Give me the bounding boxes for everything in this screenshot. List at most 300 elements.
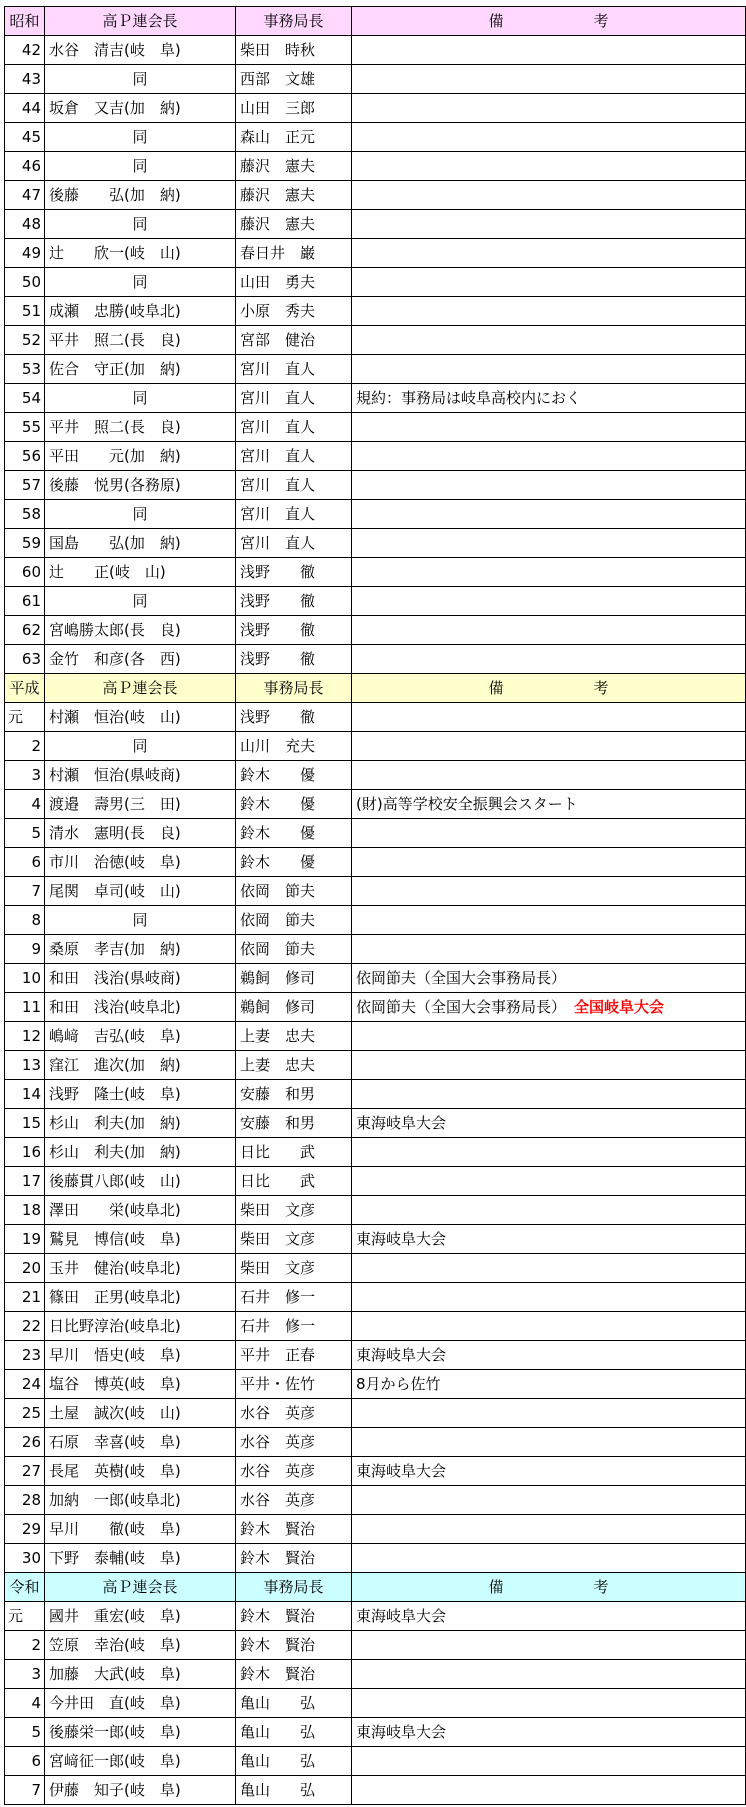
president-cell: 杉山 利夫(加 納) bbox=[45, 1109, 236, 1138]
table-row bbox=[5, 471, 746, 500]
secretary-cell: 鈴木 優 bbox=[236, 761, 352, 790]
note-cell bbox=[352, 906, 746, 935]
secretary-cell: 鈴木 優 bbox=[236, 848, 352, 877]
table-row bbox=[5, 964, 746, 993]
year-cell: 52 bbox=[5, 326, 45, 355]
president-cell: 和田 浅治(岐阜北) bbox=[45, 993, 236, 1022]
year-cell: 15 bbox=[5, 1109, 45, 1138]
year-cell: 12 bbox=[5, 1022, 45, 1051]
year-cell: 45 bbox=[5, 123, 45, 152]
year-cell: 62 bbox=[5, 616, 45, 645]
secretary-cell: 亀山 弘 bbox=[236, 1776, 352, 1805]
secretary-cell: 石井 修一 bbox=[236, 1283, 352, 1312]
note-cell bbox=[352, 645, 746, 674]
president-cell: 村瀬 恒治(県岐商) bbox=[45, 761, 236, 790]
secretary-cell: 上妻 忠夫 bbox=[236, 1051, 352, 1080]
secretary-cell: 依岡 節夫 bbox=[236, 935, 352, 964]
year-cell: 25 bbox=[5, 1399, 45, 1428]
table-row bbox=[5, 993, 746, 1022]
table-row bbox=[5, 732, 746, 761]
table-row bbox=[5, 1167, 746, 1196]
year-cell: 8 bbox=[5, 906, 45, 935]
table-row bbox=[5, 1544, 746, 1573]
year-cell: 27 bbox=[5, 1457, 45, 1486]
year-cell: 17 bbox=[5, 1167, 45, 1196]
note-cell bbox=[352, 1080, 746, 1109]
note-cell bbox=[352, 65, 746, 94]
secretary-header: 事務局長 bbox=[236, 7, 352, 36]
year-cell: 55 bbox=[5, 413, 45, 442]
note-cell bbox=[352, 1341, 746, 1370]
secretary-cell: 水谷 英彦 bbox=[236, 1457, 352, 1486]
table-row bbox=[5, 761, 746, 790]
president-cell: 嶋﨑 吉弘(岐 阜) bbox=[45, 1022, 236, 1051]
note-cell bbox=[352, 1544, 746, 1573]
president-cell: 同 bbox=[45, 384, 236, 413]
president-cell: 宮﨑征一郎(岐 阜) bbox=[45, 1747, 236, 1776]
year-cell: 56 bbox=[5, 442, 45, 471]
president-header: 高Ｐ連会長 bbox=[45, 1573, 236, 1602]
note-cell bbox=[352, 1689, 746, 1718]
president-cell: 水谷 清吉(岐 阜) bbox=[45, 36, 236, 65]
president-cell: 伊藤 知子(岐 阜) bbox=[45, 1776, 236, 1805]
year-cell: 10 bbox=[5, 964, 45, 993]
note-text: 依岡節夫（全国大会事務局長） bbox=[356, 998, 567, 1016]
note-highlight: 全国岐阜大会 bbox=[574, 998, 665, 1016]
secretary-cell: 山川 充夫 bbox=[236, 732, 352, 761]
table-row bbox=[5, 413, 746, 442]
table-row bbox=[5, 442, 746, 471]
note-cell bbox=[352, 1718, 746, 1747]
president-cell: 国島 弘(加 納) bbox=[45, 529, 236, 558]
secretary-cell: 宮川 直人 bbox=[236, 500, 352, 529]
year-cell: 58 bbox=[5, 500, 45, 529]
year-cell: 18 bbox=[5, 1196, 45, 1225]
table-row bbox=[5, 790, 746, 819]
secretary-cell: 平井・佐竹 bbox=[236, 1370, 352, 1399]
secretary-cell: 鈴木 賢治 bbox=[236, 1515, 352, 1544]
secretary-cell: 宮川 直人 bbox=[236, 355, 352, 384]
table-row bbox=[5, 1196, 746, 1225]
note-cell bbox=[352, 1196, 746, 1225]
president-cell: 篠田 正男(岐阜北) bbox=[45, 1283, 236, 1312]
president-cell: 加納 一郎(岐阜北) bbox=[45, 1486, 236, 1515]
note-cell bbox=[352, 1602, 746, 1631]
secretary-cell: 鈴木 賢治 bbox=[236, 1602, 352, 1631]
note-text: 規約：事務局は岐阜高校内におく bbox=[356, 389, 582, 407]
president-cell: 同 bbox=[45, 123, 236, 152]
note-cell bbox=[352, 935, 746, 964]
year-cell: 49 bbox=[5, 239, 45, 268]
table-row bbox=[5, 1718, 746, 1747]
president-cell: 玉井 健治(岐阜北) bbox=[45, 1254, 236, 1283]
table-row bbox=[5, 1776, 746, 1805]
secretary-cell: 亀山 弘 bbox=[236, 1747, 352, 1776]
note-cell bbox=[352, 1254, 746, 1283]
president-cell: 平井 照二(長 良) bbox=[45, 413, 236, 442]
note-cell bbox=[352, 1167, 746, 1196]
secretary-cell: 安藤 和男 bbox=[236, 1080, 352, 1109]
year-cell: 26 bbox=[5, 1428, 45, 1457]
secretary-cell: 宮川 直人 bbox=[236, 529, 352, 558]
president-cell: 窪江 進次(加 納) bbox=[45, 1051, 236, 1080]
president-cell: 下野 泰輔(岐 阜) bbox=[45, 1544, 236, 1573]
president-cell: 同 bbox=[45, 587, 236, 616]
note-text: 依岡節夫（全国大会事務局長） bbox=[356, 969, 567, 987]
year-cell: 13 bbox=[5, 1051, 45, 1080]
note-cell bbox=[352, 152, 746, 181]
secretary-cell: 浅野 徹 bbox=[236, 703, 352, 732]
note-text: 東海岐阜大会 bbox=[356, 1607, 447, 1625]
secretary-cell: 鈴木 賢治 bbox=[236, 1660, 352, 1689]
secretary-cell: 依岡 節夫 bbox=[236, 877, 352, 906]
year-cell: 3 bbox=[5, 761, 45, 790]
table-row bbox=[5, 500, 746, 529]
note-cell bbox=[352, 1051, 746, 1080]
president-cell: 同 bbox=[45, 500, 236, 529]
secretary-cell: 水谷 英彦 bbox=[236, 1486, 352, 1515]
president-cell: 國井 重宏(岐 阜) bbox=[45, 1602, 236, 1631]
year-cell: 63 bbox=[5, 645, 45, 674]
note-cell bbox=[352, 529, 746, 558]
table-row bbox=[5, 1022, 746, 1051]
secretary-cell: 柴田 時秋 bbox=[236, 36, 352, 65]
era-header: 令和 bbox=[5, 1573, 45, 1602]
president-cell: 平田 元(加 納) bbox=[45, 442, 236, 471]
table-row bbox=[5, 1138, 746, 1167]
secretary-cell: 安藤 和男 bbox=[236, 1109, 352, 1138]
president-cell: 鷲見 博信(岐 阜) bbox=[45, 1225, 236, 1254]
year-cell: 5 bbox=[5, 819, 45, 848]
secretary-cell: 春日井 巌 bbox=[236, 239, 352, 268]
secretary-cell: 藤沢 憲夫 bbox=[236, 181, 352, 210]
secretary-header: 事務局長 bbox=[236, 1573, 352, 1602]
note-cell bbox=[352, 1138, 746, 1167]
note-text: 東海岐阜大会 bbox=[356, 1230, 447, 1248]
secretary-cell: 平井 正春 bbox=[236, 1341, 352, 1370]
secretary-cell: 宮部 健治 bbox=[236, 326, 352, 355]
secretary-cell: 森山 正元 bbox=[236, 123, 352, 152]
table-row bbox=[5, 181, 746, 210]
table-row bbox=[5, 326, 746, 355]
note-text: (財)高等学校安全振興会スタート bbox=[356, 795, 578, 813]
president-cell: 同 bbox=[45, 268, 236, 297]
note-cell bbox=[352, 964, 746, 993]
note-text: 8月から佐竹 bbox=[356, 1375, 441, 1393]
secretary-cell: 鈴木 優 bbox=[236, 819, 352, 848]
note-cell bbox=[352, 1312, 746, 1341]
year-cell: 7 bbox=[5, 877, 45, 906]
year-cell: 20 bbox=[5, 1254, 45, 1283]
secretary-cell: 日比 武 bbox=[236, 1138, 352, 1167]
year-cell: 16 bbox=[5, 1138, 45, 1167]
note-cell bbox=[352, 210, 746, 239]
note-text: 東海岐阜大会 bbox=[356, 1346, 447, 1364]
president-cell: 後藤 悦男(各務原) bbox=[45, 471, 236, 500]
table-row bbox=[5, 1631, 746, 1660]
secretary-cell: 上妻 忠夫 bbox=[236, 1022, 352, 1051]
year-cell: 46 bbox=[5, 152, 45, 181]
note-text: 東海岐阜大会 bbox=[356, 1114, 447, 1132]
table-row bbox=[5, 1051, 746, 1080]
table-row bbox=[5, 123, 746, 152]
year-cell: 61 bbox=[5, 587, 45, 616]
table-row bbox=[5, 1457, 746, 1486]
president-cell: 澤田 栄(岐阜北) bbox=[45, 1196, 236, 1225]
secretary-cell: 水谷 英彦 bbox=[236, 1399, 352, 1428]
note-cell bbox=[352, 587, 746, 616]
note-cell bbox=[352, 384, 746, 413]
secretary-cell: 依岡 節夫 bbox=[236, 906, 352, 935]
year-cell: 42 bbox=[5, 36, 45, 65]
president-cell: 辻 正(岐 山) bbox=[45, 558, 236, 587]
table-row bbox=[5, 65, 746, 94]
president-cell: 金竹 和彦(各 西) bbox=[45, 645, 236, 674]
note-cell bbox=[352, 1283, 746, 1312]
note-text: 東海岐阜大会 bbox=[356, 1723, 447, 1741]
note-cell bbox=[352, 1515, 746, 1544]
table-row bbox=[5, 848, 746, 877]
year-cell: 48 bbox=[5, 210, 45, 239]
table-row bbox=[5, 616, 746, 645]
note-cell bbox=[352, 1109, 746, 1138]
president-cell: 早川 徹(岐 阜) bbox=[45, 1515, 236, 1544]
table-row bbox=[5, 1747, 746, 1776]
year-cell: 4 bbox=[5, 790, 45, 819]
note-cell bbox=[352, 36, 746, 65]
year-cell: 51 bbox=[5, 297, 45, 326]
note-cell bbox=[352, 181, 746, 210]
table-row bbox=[5, 1283, 746, 1312]
table-row bbox=[5, 529, 746, 558]
president-cell: 加藤 大武(岐 阜) bbox=[45, 1660, 236, 1689]
secretary-header: 事務局長 bbox=[236, 674, 352, 703]
note-cell bbox=[352, 877, 746, 906]
year-cell: 2 bbox=[5, 732, 45, 761]
president-header: 高Ｐ連会長 bbox=[45, 674, 236, 703]
president-cell: 笠原 幸治(岐 阜) bbox=[45, 1631, 236, 1660]
president-cell: 同 bbox=[45, 210, 236, 239]
history-table-body bbox=[5, 7, 746, 1805]
president-header: 高Ｐ連会長 bbox=[45, 7, 236, 36]
year-cell: 28 bbox=[5, 1486, 45, 1515]
table-row bbox=[5, 1399, 746, 1428]
table-row bbox=[5, 1109, 746, 1138]
president-cell: 杉山 利夫(加 納) bbox=[45, 1138, 236, 1167]
table-row bbox=[5, 210, 746, 239]
president-cell: 桑原 孝吉(加 納) bbox=[45, 935, 236, 964]
note-cell bbox=[352, 123, 746, 152]
note-cell bbox=[352, 703, 746, 732]
year-cell: 53 bbox=[5, 355, 45, 384]
president-cell: 石原 幸喜(岐 阜) bbox=[45, 1428, 236, 1457]
secretary-cell: 柴田 文彦 bbox=[236, 1196, 352, 1225]
secretary-cell: 柴田 文彦 bbox=[236, 1254, 352, 1283]
secretary-cell: 浅野 徹 bbox=[236, 558, 352, 587]
president-cell: 今井田 直(岐 阜) bbox=[45, 1689, 236, 1718]
secretary-cell: 亀山 弘 bbox=[236, 1718, 352, 1747]
table-row bbox=[5, 384, 746, 413]
notes-header: 備 考 bbox=[352, 7, 746, 36]
president-cell: 平井 照二(長 良) bbox=[45, 326, 236, 355]
table-row bbox=[5, 1515, 746, 1544]
note-cell bbox=[352, 1370, 746, 1399]
year-cell: 23 bbox=[5, 1341, 45, 1370]
year-cell: 19 bbox=[5, 1225, 45, 1254]
secretary-cell: 鵜飼 修司 bbox=[236, 993, 352, 1022]
president-cell: 坂倉 又吉(加 納) bbox=[45, 94, 236, 123]
table-row bbox=[5, 877, 746, 906]
year-cell: 43 bbox=[5, 65, 45, 94]
president-cell: 渡邉 壽男(三 田) bbox=[45, 790, 236, 819]
header-row-reiwa bbox=[5, 1573, 746, 1602]
president-cell: 成瀬 忠勝(岐阜北) bbox=[45, 297, 236, 326]
note-cell bbox=[352, 471, 746, 500]
note-cell bbox=[352, 442, 746, 471]
year-cell: 22 bbox=[5, 1312, 45, 1341]
president-cell: 塩谷 博英(岐 阜) bbox=[45, 1370, 236, 1399]
president-cell: 同 bbox=[45, 65, 236, 94]
note-cell bbox=[352, 1486, 746, 1515]
year-cell: 6 bbox=[5, 848, 45, 877]
note-text: 東海岐阜大会 bbox=[356, 1462, 447, 1480]
year-cell: 7 bbox=[5, 1776, 45, 1805]
president-cell: 清水 憲明(長 良) bbox=[45, 819, 236, 848]
president-cell: 和田 浅治(県岐商) bbox=[45, 964, 236, 993]
year-cell: 60 bbox=[5, 558, 45, 587]
table-row bbox=[5, 1428, 746, 1457]
header-row-heisei bbox=[5, 674, 746, 703]
note-cell bbox=[352, 94, 746, 123]
note-cell bbox=[352, 790, 746, 819]
secretary-cell: 浅野 徹 bbox=[236, 587, 352, 616]
president-cell: 同 bbox=[45, 906, 236, 935]
note-cell bbox=[352, 993, 746, 1022]
president-cell: 早川 悟史(岐 阜) bbox=[45, 1341, 236, 1370]
secretary-cell: 宮川 直人 bbox=[236, 442, 352, 471]
notes-header: 備 考 bbox=[352, 1573, 746, 1602]
table-row bbox=[5, 587, 746, 616]
note-cell bbox=[352, 732, 746, 761]
year-cell: 14 bbox=[5, 1080, 45, 1109]
table-row bbox=[5, 1312, 746, 1341]
secretary-cell: 山田 三郎 bbox=[236, 94, 352, 123]
note-cell bbox=[352, 239, 746, 268]
year-cell: 9 bbox=[5, 935, 45, 964]
secretary-cell: 日比 武 bbox=[236, 1167, 352, 1196]
note-cell bbox=[352, 1399, 746, 1428]
table-row bbox=[5, 1660, 746, 1689]
year-cell: 6 bbox=[5, 1747, 45, 1776]
note-cell bbox=[352, 297, 746, 326]
secretary-cell: 西部 文雄 bbox=[236, 65, 352, 94]
secretary-cell: 鈴木 賢治 bbox=[236, 1631, 352, 1660]
president-cell: 長尾 英樹(岐 阜) bbox=[45, 1457, 236, 1486]
note-cell bbox=[352, 616, 746, 645]
year-cell: 11 bbox=[5, 993, 45, 1022]
year-cell: 3 bbox=[5, 1660, 45, 1689]
note-cell bbox=[352, 1747, 746, 1776]
secretary-cell: 藤沢 憲夫 bbox=[236, 152, 352, 181]
note-cell bbox=[352, 1631, 746, 1660]
note-cell bbox=[352, 413, 746, 442]
year-cell: 59 bbox=[5, 529, 45, 558]
year-cell: 57 bbox=[5, 471, 45, 500]
year-cell: 30 bbox=[5, 1544, 45, 1573]
secretary-cell: 宮川 直人 bbox=[236, 384, 352, 413]
table-row bbox=[5, 94, 746, 123]
note-cell bbox=[352, 1428, 746, 1457]
secretary-cell: 石井 修一 bbox=[236, 1312, 352, 1341]
president-cell: 日比野淳治(岐阜北) bbox=[45, 1312, 236, 1341]
note-cell bbox=[352, 500, 746, 529]
notes-header: 備 考 bbox=[352, 674, 746, 703]
president-cell: 後藤栄一郎(岐 阜) bbox=[45, 1718, 236, 1747]
secretary-cell: 藤沢 憲夫 bbox=[236, 210, 352, 239]
table-row bbox=[5, 297, 746, 326]
note-cell bbox=[352, 355, 746, 384]
secretary-cell: 亀山 弘 bbox=[236, 1689, 352, 1718]
president-cell: 尾関 卓司(岐 山) bbox=[45, 877, 236, 906]
history-table-container bbox=[4, 6, 746, 1805]
history-table bbox=[4, 6, 746, 1805]
note-cell bbox=[352, 1225, 746, 1254]
note-cell bbox=[352, 1776, 746, 1805]
table-row bbox=[5, 906, 746, 935]
president-cell: 市川 治徳(岐 阜) bbox=[45, 848, 236, 877]
table-row bbox=[5, 1486, 746, 1515]
year-cell: 21 bbox=[5, 1283, 45, 1312]
year-cell: 元 bbox=[5, 1602, 45, 1631]
secretary-cell: 水谷 英彦 bbox=[236, 1428, 352, 1457]
president-cell: 同 bbox=[45, 732, 236, 761]
president-cell: 村瀬 恒治(岐 山) bbox=[45, 703, 236, 732]
table-row bbox=[5, 355, 746, 384]
table-row bbox=[5, 36, 746, 65]
year-cell: 4 bbox=[5, 1689, 45, 1718]
table-row bbox=[5, 1370, 746, 1399]
president-cell: 後藤 弘(加 納) bbox=[45, 181, 236, 210]
year-cell: 24 bbox=[5, 1370, 45, 1399]
note-cell bbox=[352, 819, 746, 848]
secretary-cell: 鈴木 賢治 bbox=[236, 1544, 352, 1573]
year-cell: 2 bbox=[5, 1631, 45, 1660]
table-row bbox=[5, 1254, 746, 1283]
era-header: 平成 bbox=[5, 674, 45, 703]
era-header: 昭和 bbox=[5, 7, 45, 36]
table-row bbox=[5, 1602, 746, 1631]
year-cell: 元 bbox=[5, 703, 45, 732]
table-row bbox=[5, 1341, 746, 1370]
table-row bbox=[5, 935, 746, 964]
year-cell: 29 bbox=[5, 1515, 45, 1544]
note-cell bbox=[352, 761, 746, 790]
note-cell bbox=[352, 848, 746, 877]
secretary-cell: 小原 秀夫 bbox=[236, 297, 352, 326]
table-row bbox=[5, 152, 746, 181]
secretary-cell: 宮川 直人 bbox=[236, 471, 352, 500]
note-cell bbox=[352, 1660, 746, 1689]
year-cell: 5 bbox=[5, 1718, 45, 1747]
secretary-cell: 鵜飼 修司 bbox=[236, 964, 352, 993]
note-cell bbox=[352, 268, 746, 297]
table-row bbox=[5, 239, 746, 268]
year-cell: 47 bbox=[5, 181, 45, 210]
table-row bbox=[5, 558, 746, 587]
header-row-showa bbox=[5, 7, 746, 36]
secretary-cell: 柴田 文彦 bbox=[236, 1225, 352, 1254]
secretary-cell: 山田 勇夫 bbox=[236, 268, 352, 297]
